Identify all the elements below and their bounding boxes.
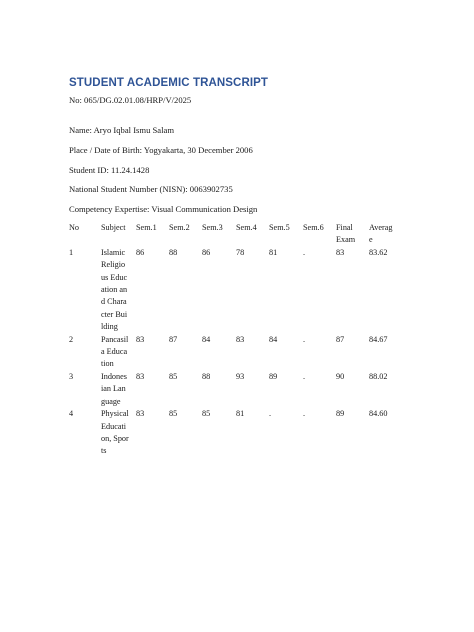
header-sem2: Sem.2 <box>169 223 190 232</box>
document-title: STUDENT ACADEMIC TRANSCRIPT <box>69 77 269 89</box>
row-sem1: 83 <box>136 371 145 381</box>
transcript-page <box>69 76 459 456</box>
row-sem6: . <box>303 334 306 344</box>
row-sem6: . <box>303 247 306 257</box>
header-sem6: Sem.6 <box>303 223 324 232</box>
row-sem4: 83 <box>236 334 245 344</box>
header-final-exam: Final Exam <box>336 223 356 245</box>
row-average: 83.62 <box>369 247 388 257</box>
row-sem3: 88 <box>202 371 211 381</box>
row-no: 1 <box>69 247 74 257</box>
nisn: National Student Number (NISN): 0063902735 <box>69 184 233 194</box>
header-sem3: Sem.3 <box>202 223 223 232</box>
header-sem1: Sem.1 <box>136 223 157 232</box>
row-no: 2 <box>69 334 74 344</box>
header-subject: Subject <box>101 223 126 232</box>
place-date-of-birth: Place / Date of Birth: Yogyakarta, 30 December 2006 <box>69 145 253 155</box>
row-sem1: 83 <box>136 409 145 419</box>
student-name: Name: Aryo Iqbal Ismu Salam <box>69 125 175 135</box>
competency-expertise: Competency Expertise: Visual Communication Design <box>69 204 258 214</box>
row-sem1: 86 <box>136 247 145 257</box>
table-header-row <box>69 222 399 247</box>
row-sem2: 85 <box>169 409 178 419</box>
row-subject: Physical Education, Sports <box>101 409 129 456</box>
row-sem6: . <box>303 371 306 381</box>
row-subject: Pancasila Education <box>101 334 129 369</box>
table-row <box>69 334 399 371</box>
row-sem3: 86 <box>202 247 211 257</box>
row-sem1: 83 <box>136 334 145 344</box>
row-sem4: 93 <box>236 371 245 381</box>
row-sem5: 84 <box>269 334 278 344</box>
row-final-exam: 87 <box>336 334 345 344</box>
row-sem4: 78 <box>236 247 245 257</box>
table-row <box>69 371 399 408</box>
row-sem2: 88 <box>169 247 178 257</box>
row-sem5: . <box>269 409 272 419</box>
row-sem2: 85 <box>169 371 178 381</box>
row-final-exam: 90 <box>336 371 345 381</box>
row-subject: Indonesian Language <box>101 371 127 406</box>
row-sem5: 89 <box>269 371 278 381</box>
row-sem6: . <box>303 409 306 419</box>
row-sem3: 85 <box>202 409 211 419</box>
row-average: 84.67 <box>369 334 388 344</box>
row-final-exam: 83 <box>336 247 345 257</box>
row-sem5: 81 <box>269 247 278 257</box>
row-sem4: 81 <box>236 409 245 419</box>
grades-table <box>69 222 399 458</box>
row-no: 4 <box>69 409 74 419</box>
row-final-exam: 89 <box>336 409 345 419</box>
row-average: 88.02 <box>369 371 388 381</box>
row-no: 3 <box>69 371 74 381</box>
header-sem5: Sem.5 <box>269 223 290 232</box>
table-row <box>69 408 399 458</box>
row-sem3: 84 <box>202 334 211 344</box>
header-sem4: Sem.4 <box>236 223 257 232</box>
header-average: Average <box>369 223 393 245</box>
row-average: 84.60 <box>369 409 388 419</box>
row-subject: Islamic Religious Education and Character Building <box>101 247 128 332</box>
document-number: No: 065/DG.02.01.08/HRP/V/2025 <box>69 95 192 105</box>
row-sem2: 87 <box>169 334 178 344</box>
header-no: No <box>69 223 80 232</box>
student-id: Student ID: 11.24.1428 <box>69 165 150 175</box>
table-row <box>69 247 399 334</box>
